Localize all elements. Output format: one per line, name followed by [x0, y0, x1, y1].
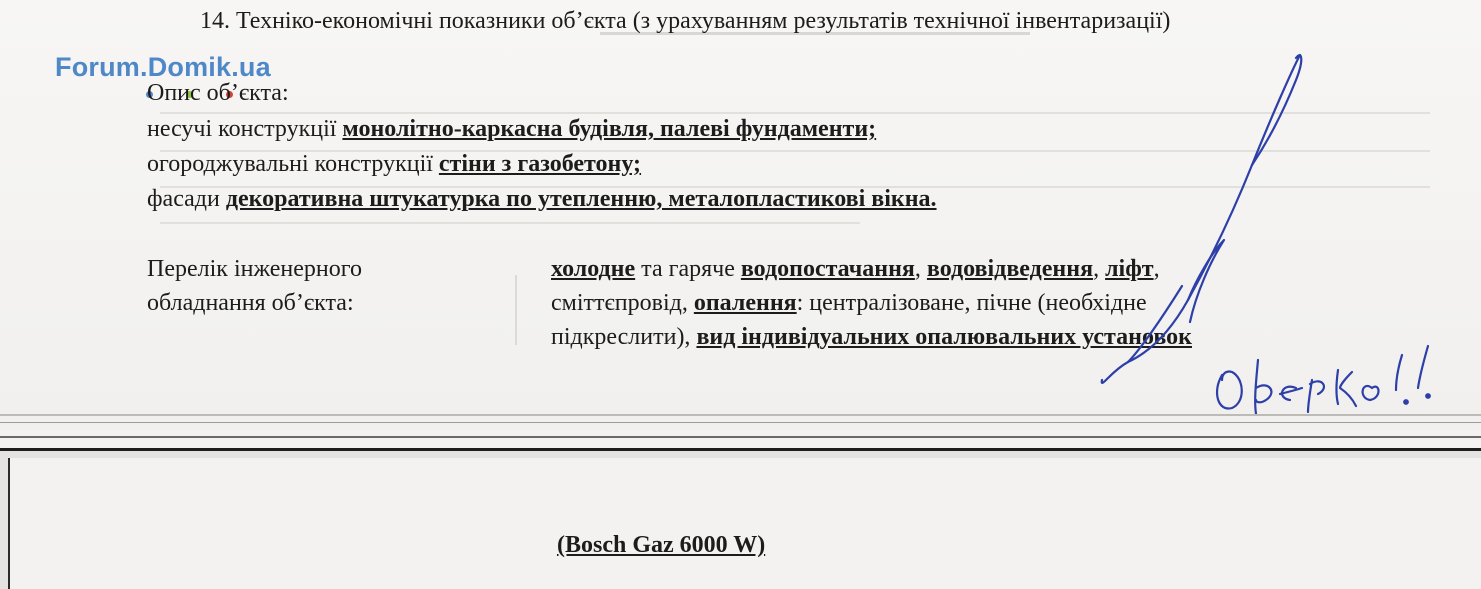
heating: опалення [693, 290, 797, 316]
equipment-label-line2: обладнання об’єкта: [147, 290, 354, 316]
row-value: стіни з газобетону; [438, 151, 642, 177]
row-label: огороджувальні конструкції [147, 151, 433, 177]
row-value: декоративна штукатурка по утепленню, металопластикові вікна. [225, 186, 937, 212]
drainage: водовідведення [926, 256, 1094, 282]
cold-water: холодне [551, 256, 636, 282]
next-page [8, 458, 1481, 589]
boiler-model: (Bosch Gaz 6000 W) [557, 532, 766, 558]
text-fragment: та гаряче [635, 256, 741, 282]
page-edge-line [0, 414, 1481, 416]
water-supply: водопостачання [740, 256, 915, 282]
section-title: 14. Техніко-економічні показники об’єкта (з урахуванням результатів технічної інвентаризації) [200, 8, 1171, 34]
page-edge-line [0, 436, 1481, 438]
heating-options: : централізоване, пічне (необхідне [796, 290, 1147, 316]
garbage-chute: сміттєпровід, [551, 290, 694, 316]
next-scan-fragment [0, 448, 1481, 589]
row-label: несучі конструкції [147, 116, 337, 142]
text-fragment: , [1093, 256, 1106, 282]
equipment-label-line1: Перелік інженерного [147, 256, 362, 282]
watermark: Forum.Domik.ua [55, 52, 271, 82]
row-value: монолітно-каркасна будівля, палеві фундаменти; [342, 116, 877, 142]
text-fragment: , [914, 256, 927, 282]
description-heading: Опис об’єкта: [147, 80, 289, 106]
row-label: фасади [147, 186, 220, 212]
underline-note: підкреслити), [551, 324, 697, 350]
lift: ліфт [1105, 256, 1154, 282]
individual-heating-type: вид індивідуальних опалювальних установок [696, 324, 1192, 350]
text-fragment: , [1153, 256, 1160, 282]
page-edge-line [0, 422, 1481, 423]
